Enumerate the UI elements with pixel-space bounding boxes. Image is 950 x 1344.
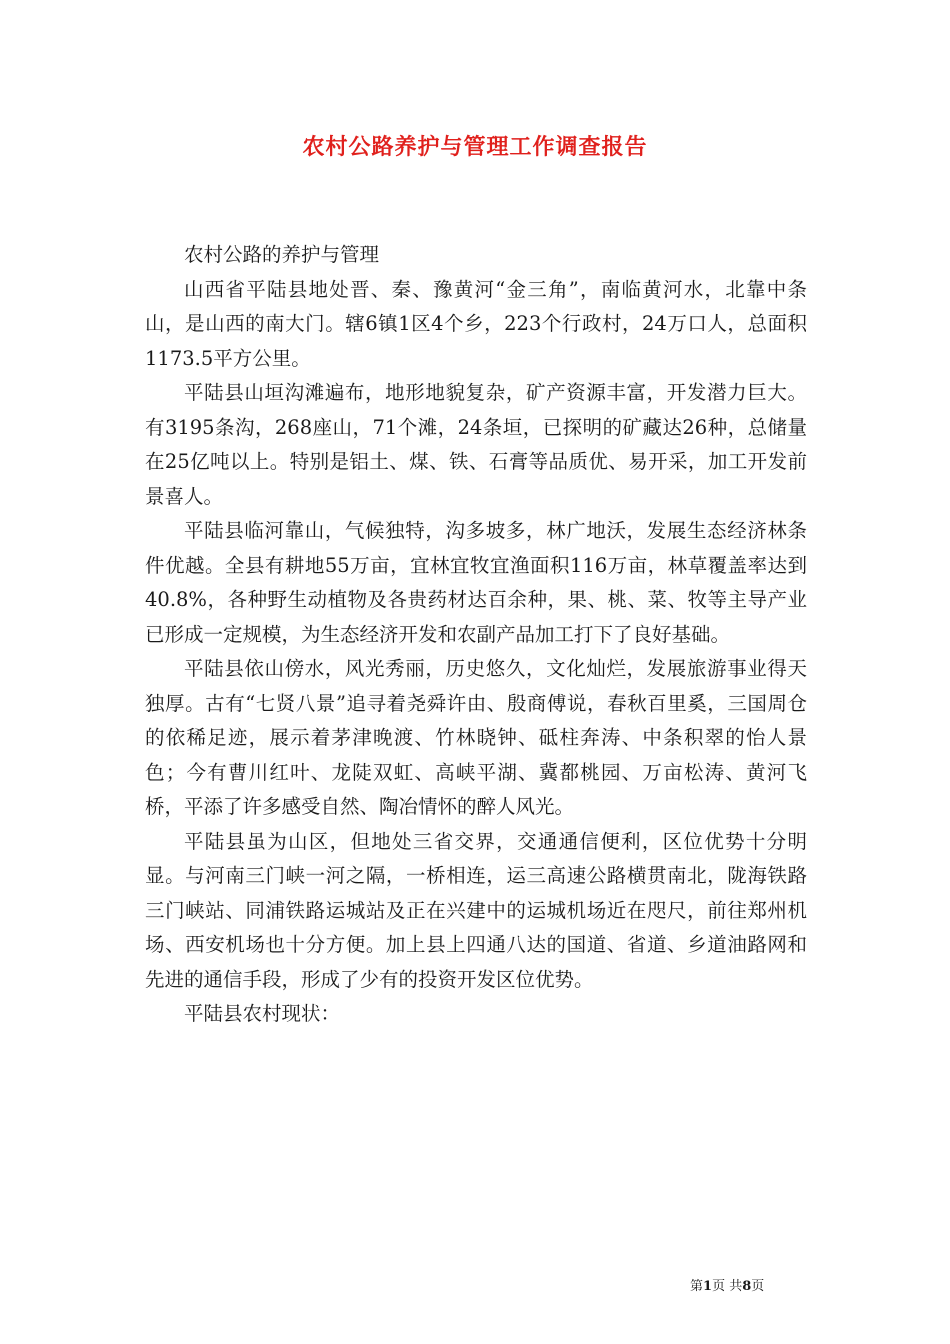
section-heading: 农村公路的养护与管理 [184, 243, 380, 266]
page-total: 8 [742, 1279, 752, 1294]
paragraph: 平陆县虽为山区，但地处三省交界，交通通信便利，区位优势十分明显。与河南三门峡一河之隔，一桥相连，运三高速公路横贯南北，陇海铁路三门峡站、同浦铁路运城站及正在兴建中的运城机场近在咫尺，前往郑州机场、西安机场也十分方便。加上县上四通八达的国道、省道、乡道油路网和先进的通信手段，形成了少有的投资开发区位优势。 [145, 829, 807, 991]
footer-prefix: 第 [690, 1279, 704, 1294]
document-body [145, 238, 807, 1032]
paragraph: 平陆县农村现状： [184, 1002, 341, 1025]
page-footer [690, 1275, 764, 1294]
paragraph: 平陆县山垣沟滩遍布，地形地貌复杂，矿产资源丰富，开发潜力巨大。有3195条沟，268座山，71个滩，24条垣，已探明的矿藏达26种，总储量在25亿吨以上。特别是铝土、煤、铁、石膏等品质优、易开采，加工开发前景喜人。 [145, 381, 807, 508]
document-title: 农村公路养护与管理工作调查报告 [302, 134, 648, 160]
footer-suffix: 页 [751, 1279, 765, 1294]
paragraph: 平陆县临河靠山，气候独特，沟多坡多，林广地沃，发展生态经济林条件优越。全县有耕地55万亩，宜林宜牧宜渔面积116万亩，林草覆盖率达到40.8%，各种野生动植物及各贵药材达百余种，果、桃、菜、牧等主导产业已形成一定规模，为生态经济开发和农副产品加工打下了良好基础。 [145, 519, 807, 646]
paragraph: 平陆县依山傍水，风光秀丽，历史悠久，文化灿烂，发展旅游事业得天独厚。古有“七贤八景”追寻着尧舜许由、殷商傅说，春秋百里奚，三国周仓的依稀足迹，展示着茅津晚渡、竹林晓钟、砥柱奔涛、中条积翠的怡人景色；今有曹川红叶、龙陡双虹、高峡平湖、冀都桃园、万亩松涛、黄河飞桥，平添了许多感受自然、陶冶情怀的醉人风光。 [145, 657, 807, 818]
footer-middle: 页 共 [712, 1279, 743, 1294]
paragraph: 山西省平陆县地处晋、秦、豫黄河“金三角”，南临黄河水，北靠中条山，是山西的南大门。辖6镇1区4个乡，223个行政村，24万口人，总面积1173.5平方公里。 [145, 277, 807, 370]
page-number: 1 [703, 1279, 713, 1294]
